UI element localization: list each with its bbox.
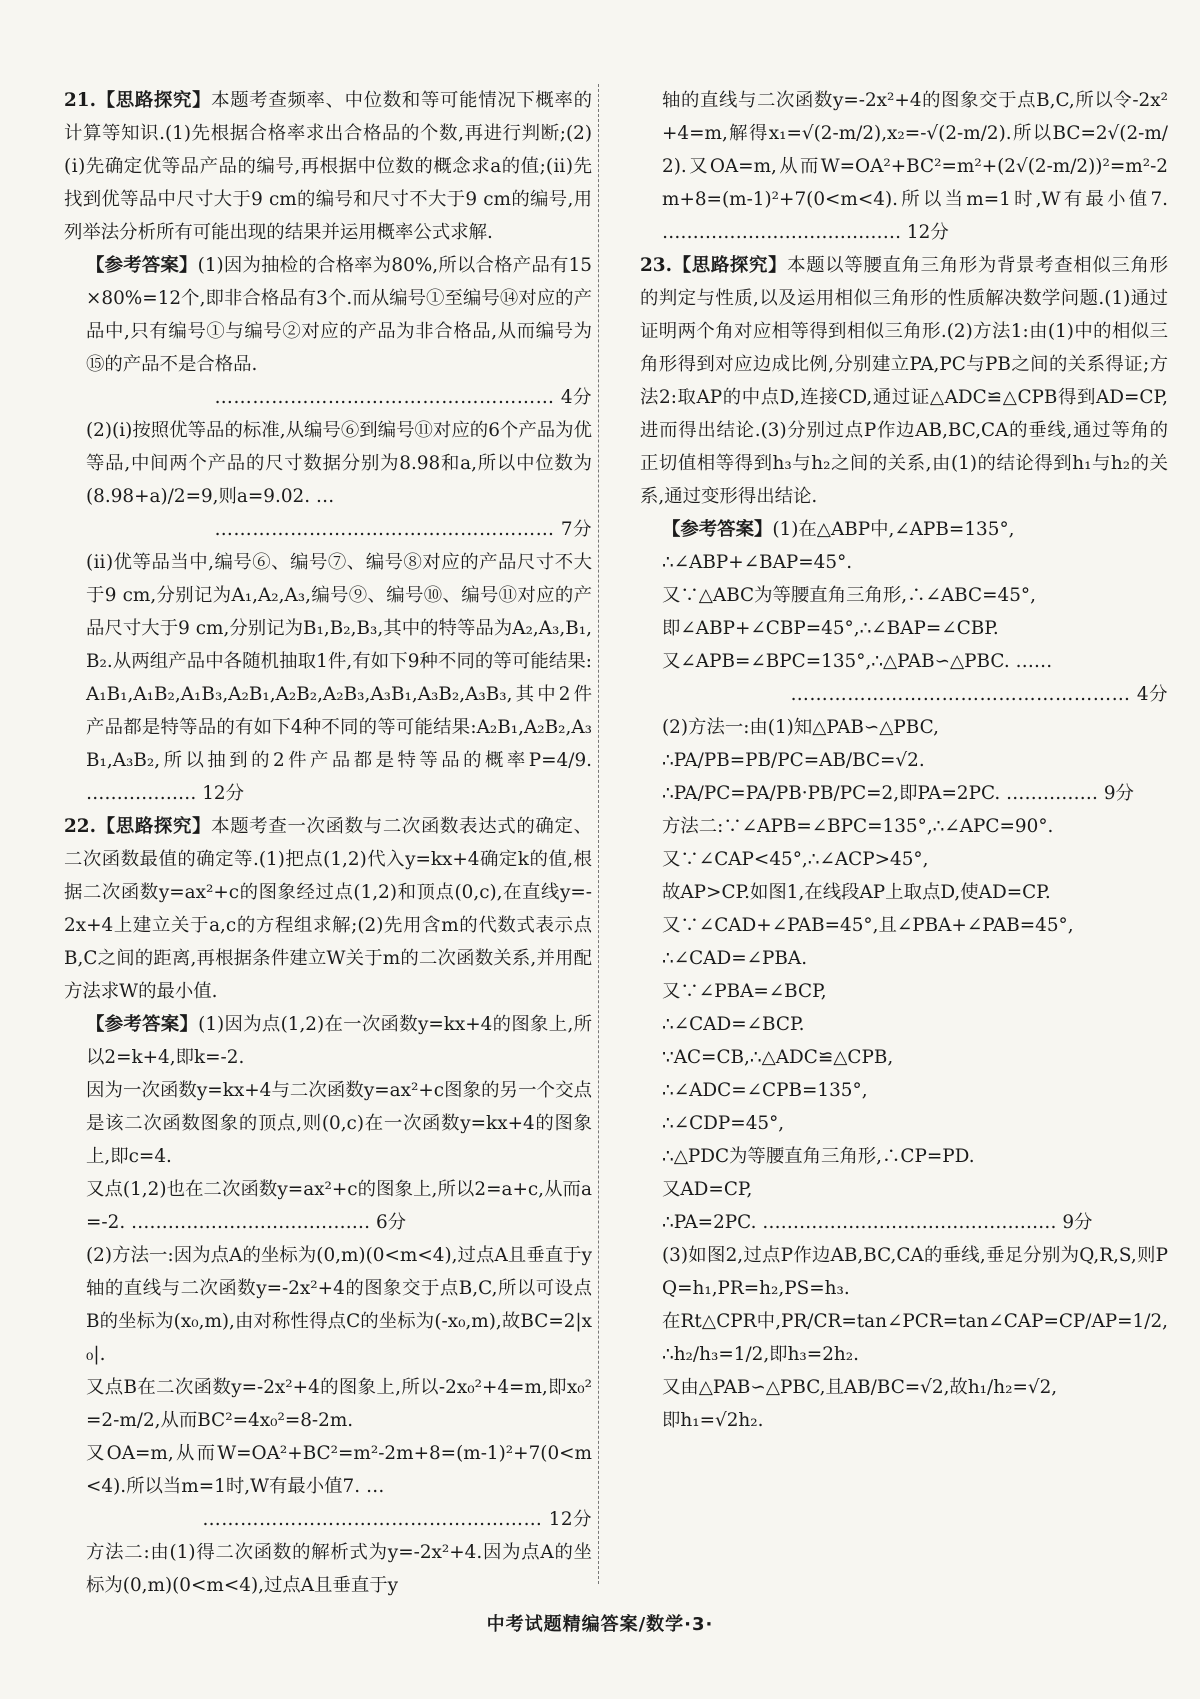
paragraph-text: 本题考查一次函数与二次函数表达式的确定、二次函数最值的确定等.(1)把点(1,2)代入y=kx+4确定k的值,根据二次函数y=ax²+c的图象经过点(1,2)和顶点(0,c),在直线y=-2x+4上建立关于a,c的方程组求解;(2)先用含m的代数式表示点B,C之间的距离,再根据条件建立W关于m的二次函数关系,并用配方法求W的最小值. <box>64 816 592 1002</box>
answer-paragraph <box>640 1107 1168 1140</box>
answer-paragraph <box>640 645 1168 678</box>
paragraph-text: 方法二:∵∠APB=∠BPC=135°,∴∠APC=90°. <box>662 816 1054 837</box>
paragraph-text: (1)因为点(1,2)在一次函数y=kx+4的图象上,所以2=k+4,即k=-2. <box>86 1014 592 1068</box>
answer-paragraph <box>640 843 1168 876</box>
paragraph-text: 本题考查频率、中位数和等可能情况下概率的计算等知识.(1)先根据合格率求出合格品的个数,再进行判断;(2)(ⅰ)先确定优等品产品的编号,再根据中位数的概念求a的值;(ⅱ)先找到优等品中尺寸大于9 cm的编号和尺寸不大于9 cm的编号,用列举法分析所有可能出现的结果并运用概率公式求解. <box>64 90 592 243</box>
answer-paragraph <box>640 513 1168 546</box>
section-tag: 【思路探究】 <box>672 255 788 276</box>
paragraph-text: ∴PA/PC=PA/PB·PB/PC=2,即PA=2PC. …………… 9分 <box>662 783 1134 804</box>
paragraph-text: 又∵∠PBA=∠BCP, <box>662 981 827 1002</box>
paragraph-text: ∴∠ABP+∠BAP=45°. <box>662 552 853 573</box>
answer-paragraph <box>640 1173 1168 1206</box>
answer-paragraph <box>640 975 1168 1008</box>
paragraph-text: (1)因为抽检的合格率为80%,所以合格产品有15×80%=12个,即非合格品有3个.而从编号①至编号⑭对应的产品中,只有编号①与编号②对应的产品为非合格品,从而编号为⑮的产品不是合格品. <box>86 255 592 375</box>
paragraph-text: 故AP>CP.如图1,在线段AP上取点D,使AD=CP. <box>662 882 1051 903</box>
left-column <box>64 84 592 1602</box>
answer-paragraph <box>640 1305 1168 1371</box>
right-column <box>640 84 1168 1437</box>
answer-paragraph <box>640 1008 1168 1041</box>
question-number: 22. <box>64 816 96 837</box>
answer-paragraph <box>640 1404 1168 1437</box>
answer-paragraph <box>64 546 592 810</box>
answer-paragraph <box>640 1206 1168 1239</box>
answer-paragraph <box>640 84 1168 249</box>
paragraph-text: 本题以等腰直角三角形为背景考查相似三角形的判定与性质,以及运用相似三角形的性质解决数学问题.(1)通过证明两个角对应相等得到相似三角形.(2)方法1:由(1)中的相似三角形得到对应边成比例,分别建立PA,PC与PB之间的关系得证;方法2:取AP的中点D,连接CD,通过证△ADC≌△CPB得到AD=CP,进而得出结论.(3)分别过点P作边AB,BC,CA的垂线,通过等角的正切值相等得到h₃与h₂之间的关系,由(1)的结论得到h₁与h₂的关系,通过变形得出结论. <box>640 255 1168 507</box>
answer-paragraph <box>640 1074 1168 1107</box>
answer-paragraph <box>640 876 1168 909</box>
answer-paragraph <box>64 1371 592 1437</box>
question-block <box>64 810 592 1008</box>
paragraph-text: ∴∠ADC=∠CPB=135°, <box>662 1080 868 1101</box>
answer-paragraph <box>64 1173 592 1239</box>
paragraph-text: 又∠APB=∠BPC=135°,∴△PAB∽△PBC. …… <box>662 651 1053 672</box>
paragraph-text: 又∵∠CAD+∠PAB=45°,且∠PBA+∠PAB=45°, <box>662 915 1074 936</box>
paragraph-text: 方法二:由(1)得二次函数的解析式为y=-2x²+4.因为点A的坐标为(0,m)(0<m<4),过点A且垂直于y <box>86 1542 592 1596</box>
score-line: ……………………………………………… 7分 <box>214 519 592 540</box>
paragraph-text: 在Rt△CPR中,PR/CR=tan∠PCR=tan∠CAP=CP/AP=1/2,∴h₂/h₃=1/2,即h₃=2h₂. <box>662 1311 1168 1365</box>
question-number: 23. <box>640 255 672 276</box>
question-block <box>640 249 1168 513</box>
section-tag: 【参考答案】 <box>86 1014 199 1035</box>
paragraph-text: (2)(ⅰ)按照优等品的标准,从编号⑥到编号⑪对应的6个产品为优等品,中间两个产品的尺寸数据分别为8.98和a,所以中位数为(8.98+a)/2=9,则a=9.02. … <box>86 420 592 507</box>
answer-paragraph <box>64 1239 592 1371</box>
score-line: ……………………………………………… 4分 <box>214 387 592 408</box>
answer-paragraph <box>640 546 1168 579</box>
answer-paragraph <box>64 1437 592 1503</box>
score-line: ……………………………………………… 4分 <box>790 684 1168 705</box>
answer-paragraph <box>64 1008 592 1074</box>
answer-paragraph <box>640 744 1168 777</box>
paragraph-text: 即h₁=√2h₂. <box>662 1410 764 1431</box>
paragraph-text: ∴△PDC为等腰直角三角形,∴CP=PD. <box>662 1146 975 1167</box>
answer-paragraph <box>640 1239 1168 1305</box>
paragraph-text: 又点B在二次函数y=-2x²+4的图象上,所以-2x₀²+4=m,即x₀²=2-m/2,从而BC²=4x₀²=8-2m. <box>86 1377 592 1431</box>
paragraph-text: ∴∠CAD=∠BCP. <box>662 1014 805 1035</box>
answer-paragraph <box>64 1074 592 1173</box>
paragraph-text: 又∵△ABC为等腰直角三角形,∴∠ABC=45°, <box>662 585 1036 606</box>
question-block <box>64 84 592 249</box>
paragraph-text: ∵AC=CB,∴△ADC≌△CPB, <box>662 1047 894 1068</box>
answer-paragraph <box>640 909 1168 942</box>
paragraph-text: ∴PA/PB=PB/PC=AB/BC=√2. <box>662 750 925 771</box>
paragraph-text: 又AD=CP, <box>662 1179 753 1200</box>
paragraph-text: (3)如图2,过点P作边AB,BC,CA的垂线,垂足分别为Q,R,S,则PQ=h₁,PR=h₂,PS=h₃. <box>662 1245 1168 1299</box>
paragraph-text: (2)方法一:因为点A的坐标为(0,m)(0<m<4),过点A且垂直于y轴的直线与二次函数y=-2x²+4的图象交于点B,C,所以可设点B的坐标为(x₀,m),由对称性得点C的坐标为(-x₀,m),故BC=2|x₀|. <box>86 1245 592 1365</box>
paragraph-text: ∴∠CDP=45°, <box>662 1113 785 1134</box>
answer-paragraph <box>640 777 1168 810</box>
section-tag: 【参考答案】 <box>86 255 198 276</box>
paragraph-text: ∴∠CAD=∠PBA. <box>662 948 808 969</box>
column-divider <box>598 84 599 1584</box>
section-tag: 【思路探究】 <box>96 816 212 837</box>
score-line: ……………………………………………… 12分 <box>202 1509 592 1530</box>
paragraph-text: 又∵∠CAP<45°,∴∠ACP>45°, <box>662 849 929 870</box>
answer-paragraph <box>640 612 1168 645</box>
paragraph-text: 即∠ABP+∠CBP=45°,∴∠BAP=∠CBP. <box>662 618 999 639</box>
answer-paragraph <box>64 249 592 381</box>
section-tag: 【参考答案】 <box>662 519 773 540</box>
answer-paragraph <box>640 1371 1168 1404</box>
paragraph-text: 又OA=m,从而W=OA²+BC²=m²-2m+8=(m-1)²+7(0<m<4).所以当m=1时,W有最小值7. … <box>86 1443 592 1497</box>
paragraph-text: (1)在△ABP中,∠APB=135°, <box>772 519 1015 540</box>
answer-paragraph <box>640 810 1168 843</box>
paragraph-text: 轴的直线与二次函数y=-2x²+4的图象交于点B,C,所以令-2x²+4=m,解得x₁=√(2-m/2),x₂=-√(2-m/2).所以BC=2√(2-m/2).又OA=m,从而W=OA²+BC²=m²+(2√(2-m/2))²=m²-2m+8=(m-1)²+7(0<m<4).所以当m=1时,W有最小值7. ………………………………… 12分 <box>662 90 1168 243</box>
paragraph-text: (ⅱ)优等品当中,编号⑥、编号⑦、编号⑧对应的产品尺寸不大于9 cm,分别记为A₁,A₂,A₃,编号⑨、编号⑩、编号⑪对应的产品尺寸大于9 cm,分别记为B₁,B₂,B₃,其中的特等品为A₂,A₃,B₁,B₂.从两组产品中各随机抽取1件,有如下9种不同的等可能结果:A₁B₁,A₁B₂,A₁B₃,A₂B₁,A₂B₂,A₂B₃,A₃B₁,A₃B₂,A₃B₃,其中2件产品都是特等品的有如下4种不同的等可能结果:A₂B₁,A₂B₂,A₃B₁,A₃B₂,所以抽到的2件产品都是特等品的概率P=4/9. ……………… 12分 <box>86 552 592 804</box>
answer-paragraph <box>640 579 1168 612</box>
page-footer: 中考试题精编答案/数学·3· <box>486 1614 714 1635</box>
paragraph-text: 又由△PAB∽△PBC,且AB/BC=√2,故h₁/h₂=√2, <box>662 1377 1058 1398</box>
answer-paragraph <box>640 1140 1168 1173</box>
section-tag: 【思路探究】 <box>96 90 212 111</box>
paragraph-text: 又点(1,2)也在二次函数y=ax²+c的图象上,所以2=a+c,从而a=-2. ………………………………… 6分 <box>86 1179 592 1233</box>
answer-paragraph <box>640 942 1168 975</box>
answer-paragraph <box>640 711 1168 744</box>
answer-paragraph <box>64 1536 592 1602</box>
paragraph-text: (2)方法一:由(1)知△PAB∽△PBC, <box>662 717 939 738</box>
question-number: 21. <box>64 90 96 111</box>
answer-paragraph <box>64 414 592 513</box>
paragraph-text: ∴PA=2PC. ………………………………………… 9分 <box>662 1212 1093 1233</box>
paragraph-text: 因为一次函数y=kx+4与二次函数y=ax²+c图象的另一个交点是该二次函数图象的顶点,则(0,c)在一次函数y=kx+4的图象上,即c=4. <box>86 1080 592 1167</box>
answer-paragraph <box>640 1041 1168 1074</box>
